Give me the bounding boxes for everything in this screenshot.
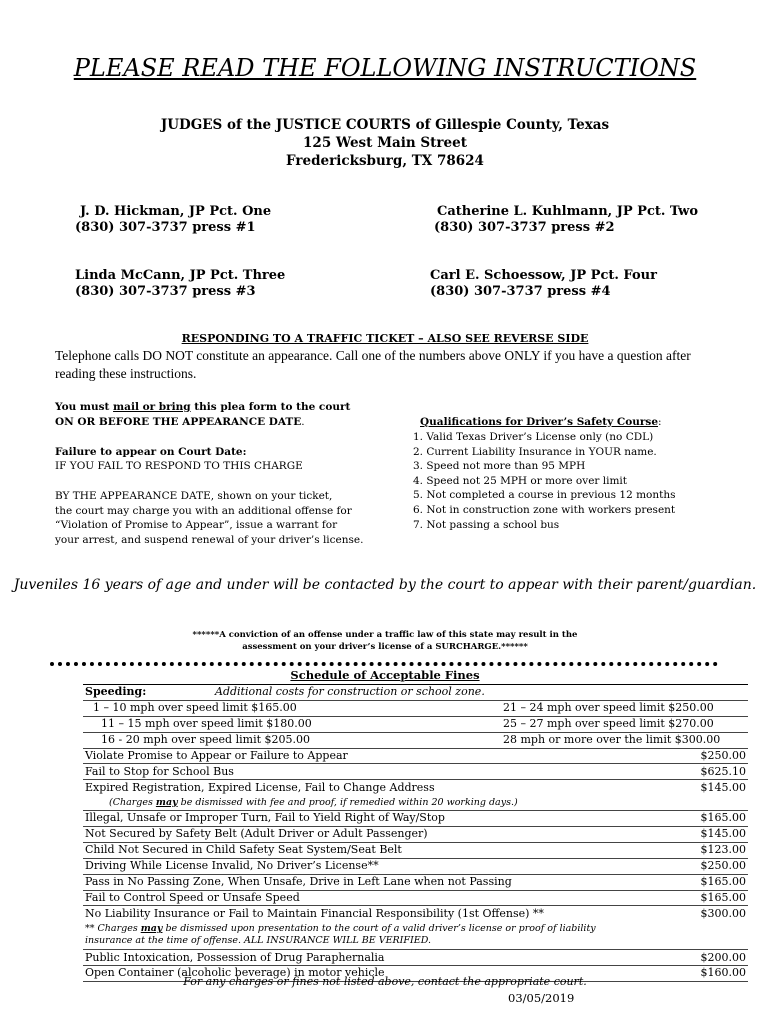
speed-fine-left: 16 - 20 mph over speed limit $205.00	[101, 732, 310, 746]
revision-date: 03/05/2019	[508, 991, 575, 1005]
qualification-item: 2. Current Liability Insurance in YOUR name.	[413, 445, 657, 458]
qualification-item: 7. Not passing a school bus	[413, 518, 560, 531]
fine-row	[83, 950, 748, 966]
responding-heading: RESPONDING TO A TRAFFIC TICKET – ALSO SEE REVERSE SIDE	[181, 332, 589, 345]
court-city: Fredericksburg, TX 78624	[286, 153, 484, 169]
offense: Not Secured by Safety Belt (Adult Driver or Adult Passenger)	[83, 827, 654, 843]
fine-amount: $145.00	[654, 780, 748, 795]
judge-name: Catherine L. Kuhlmann, JP Pct. Two	[437, 204, 699, 219]
warning-line: the court may charge you with an additional offense for	[55, 504, 352, 517]
fine-amount: $160.00	[654, 966, 748, 982]
fine-amount: $200.00	[654, 950, 748, 966]
offense: Open Container (alcoholic beverage) in motor vehicle	[83, 966, 654, 982]
qualification-item: 4. Speed not 25 MPH or more over limit	[413, 474, 628, 487]
fine-row	[83, 906, 748, 921]
speeding-note: Additional costs for construction or school zone.	[215, 685, 485, 699]
judge-phone: (830) 307-3737 press #2	[434, 220, 615, 235]
offense: Illegal, Unsafe or Improper Turn, Fail to Yield Right of Way/Stop	[83, 811, 654, 827]
judge-phone: (830) 307-3737 press #4	[430, 284, 611, 299]
speeding-label: Speeding:	[85, 685, 147, 699]
appearance-warning	[55, 489, 363, 547]
closing-note: For any charges or fines not listed above, contact the appropriate court.	[183, 975, 587, 988]
speed-fine-left: 1 – 10 mph over speed limit $165.00	[93, 701, 297, 715]
qualification-item: 3. Speed not more than 95 MPH	[413, 460, 586, 473]
judge-phone: (830) 307-3737 press #3	[75, 284, 256, 299]
speed-fine-left: 11 – 15 mph over speed limit $180.00	[101, 717, 312, 731]
offense: Child Not Secured in Child Safety Seat System/Seat Belt	[83, 842, 654, 858]
page-title: PLEASE READ THE FOLLOWING INSTRUCTIONS	[73, 54, 697, 82]
qualifications-list	[413, 430, 676, 532]
dismissal-note-row	[83, 795, 748, 810]
judge-name: Linda McCann, JP Pct. Three	[75, 268, 286, 283]
dotted-divider	[50, 662, 718, 666]
speed-row	[83, 716, 748, 732]
offense: Pass in No Passing Zone, When Unsafe, Drive in Left Lane when not Passing	[83, 874, 654, 890]
fines-table	[83, 684, 748, 982]
offense: Fail to Stop for School Bus	[83, 764, 654, 780]
speed-fine-right: 28 mph or more over the limit $300.00	[503, 732, 721, 746]
offense: Fail to Control Speed or Unsafe Speed	[83, 890, 654, 906]
speeding-header-row	[83, 685, 748, 701]
fine-amount: $165.00	[654, 811, 748, 827]
fine-amount: $145.00	[654, 827, 748, 843]
fine-row	[83, 842, 748, 858]
fine-amount: $250.00	[654, 858, 748, 874]
fine-row	[83, 874, 748, 890]
mail-instructions	[55, 400, 350, 429]
offense: Public Intoxication, Possession of Drug Paraphernalia	[83, 950, 654, 966]
qualification-item: 1. Valid Texas Driver’s License only (no CDL)	[413, 431, 654, 443]
schedule-title: Schedule of Acceptable Fines	[290, 668, 480, 682]
offense: No Liability Insurance or Fail to Maintain Financial Responsibility (1st Offense) **	[83, 906, 654, 921]
offense: Driving While License Invalid, No Driver’s License**	[83, 858, 654, 874]
judge-name: J. D. Hickman, JP Pct. One	[80, 204, 272, 219]
fine-row	[83, 858, 748, 874]
fine-amount: $250.00	[654, 748, 748, 764]
judge-pct-four	[430, 268, 657, 300]
qualification-item: 5. Not completed a course in previous 12 months	[413, 489, 676, 502]
speed-fine-right: 21 – 24 mph over speed limit $250.00	[503, 701, 714, 715]
speed-row	[83, 732, 748, 748]
fine-amount: $165.00	[654, 890, 748, 906]
fine-row	[83, 890, 748, 906]
qualification-item: 6. Not in construction zone with workers present	[413, 503, 676, 516]
offense: Expired Registration, Expired License, Fail to Change Address	[83, 780, 654, 795]
warning-line: BY THE APPEARANCE DATE, shown on your ticket,	[55, 490, 333, 502]
fine-row	[83, 827, 748, 843]
judge-phone: (830) 307-3737 press #1	[75, 220, 256, 235]
judge-pct-two	[434, 204, 699, 236]
court-name: JUDGES of the JUSTICE COURTS of Gillespie County, Texas	[160, 117, 610, 133]
fine-amount: $625.10	[654, 764, 748, 780]
fine-amount: $300.00	[654, 906, 748, 921]
fine-amount: $123.00	[654, 842, 748, 858]
speed-row	[83, 700, 748, 716]
failure-line: IF YOU FAIL TO RESPOND TO THIS CHARGE	[55, 460, 303, 472]
court-street: 125 West Main Street	[303, 135, 467, 151]
telephone-note: Telephone calls DO NOT constitute an appearance. Call one of the numbers above ONLY if you have a question after reading these instructions.	[55, 348, 691, 381]
speed-fine-right: 25 – 27 mph over speed limit $270.00	[503, 717, 714, 731]
surcharge-notice: ******A conviction of an offense under a traffic law of this state may result in the assessment on your driver’s license of a SURCHARGE.******	[192, 630, 578, 652]
liability-note: ** Charges may be dismissed upon presentation to the court of a valid driver’s license or proof of liability insurance at the time of offense. ALL INSURANCE WILL BE VERIFIED.	[85, 923, 596, 947]
qualifications-heading: Qualifications for Driver’s Safety Course:	[420, 416, 662, 428]
judge-name: Carl E. Schoessow, JP Pct. Four	[430, 268, 657, 283]
failure-heading: Failure to appear on Court Date:	[55, 446, 247, 458]
fine-row	[83, 811, 748, 827]
fine-amount: $165.00	[654, 874, 748, 890]
juveniles-notice: Juveniles 16 years of age and under will be contacted by the court to appear with their parent/guardian.	[13, 577, 757, 593]
warning-line: your arrest, and suspend renewal of your driver’s license.	[55, 533, 364, 546]
judge-pct-three	[75, 268, 285, 300]
offense: Violate Promise to Appear or Failure to Appear	[83, 748, 654, 764]
fine-row	[83, 748, 748, 764]
must-mail-line: You must mail or bring this plea form to the court	[55, 401, 351, 413]
appearance-date-line: ON OR BEFORE THE APPEARANCE DATE.	[55, 415, 305, 428]
judge-pct-one	[75, 204, 272, 236]
warning-line: “Violation of Promise to Appear”, issue a warrant for	[55, 519, 338, 531]
liability-note-row	[83, 921, 748, 950]
dismissal-note: (Charges may be dismissed with fee and proof, if remedied within 20 working days.)	[109, 796, 518, 808]
fine-row	[83, 780, 748, 795]
fine-row	[83, 764, 748, 780]
